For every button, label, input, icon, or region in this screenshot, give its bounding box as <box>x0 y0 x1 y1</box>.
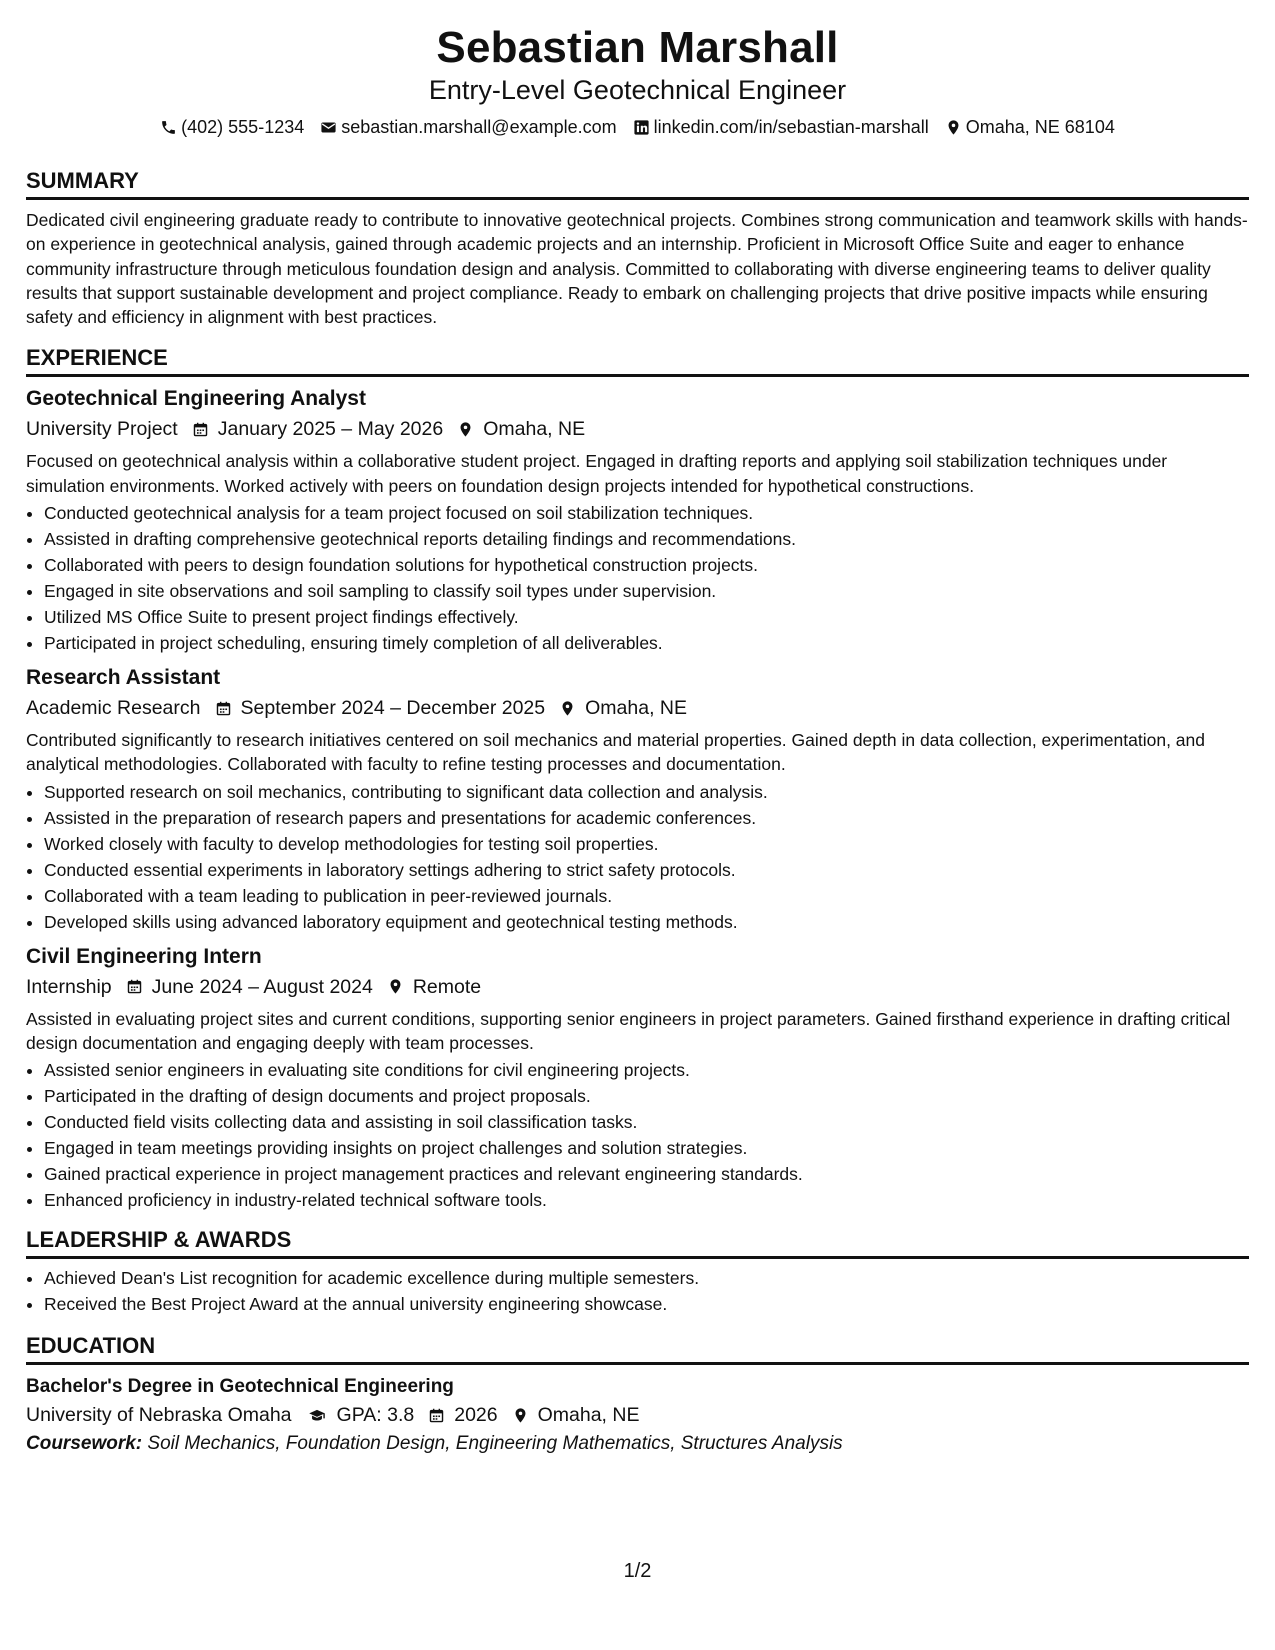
gpa-text: GPA: 3.8 <box>336 1404 415 1427</box>
bullet-item: • Worked closely with faculty to develop methodologies for testing soil properties. <box>44 831 1249 857</box>
contact-phone[interactable] <box>160 116 304 138</box>
degree-title: Bachelor's Degree in Geotechnical Engineering <box>26 1376 454 1398</box>
education-location: Omaha, NE <box>537 1404 640 1427</box>
bullet-item: • Conducted field visits collecting data and assisting in soil classification tasks. <box>44 1109 1249 1135</box>
bullet-item: • Enhanced proficiency in industry-related technical software tools. <box>44 1187 1249 1213</box>
bullet-item: • Participated in the drafting of design documents and project proposals. <box>44 1083 1249 1109</box>
linkedin-text: linkedin.com/in/sebastian-marshall <box>653 117 929 137</box>
awards-section <box>26 1227 1249 1317</box>
bullet-item: • Participated in project scheduling, ensuring timely completion of all deliverables. <box>44 630 1249 656</box>
phone-icon <box>160 119 177 136</box>
map-pin-icon <box>387 978 404 995</box>
school-name: University of Nebraska Omaha <box>26 1404 292 1427</box>
bullet-item: • Utilized MS Office Suite to present project findings effectively. <box>44 604 1249 630</box>
coursework <box>26 1431 1249 1457</box>
calendar-icon <box>428 1407 445 1424</box>
job-dates: September 2024 – December 2025 <box>240 697 546 720</box>
experience-section <box>26 345 1249 1213</box>
job-meta <box>26 415 1249 443</box>
graduation-year: 2026 <box>454 1404 498 1427</box>
summary-text: Dedicated civil engineering graduate ready to contribute to innovative geotechnical projects. Combines strong communication and teamwork skills with hands-on experience in geotechnical analysis, gained through academic projects and an internship. Proficient in Microsoft Office Suite and eager to enhance community infrastructure through meticulous foundation design and analysis. Committed to collaborating with diverse engineering teams to deliver quality results that support sustainable development and project compliance. Ready to embark on challenging projects that drive positive impacts while ensuring safety and efficiency in alignment with best practices. <box>26 210 1248 328</box>
bullet-item: • Conducted essential experiments in laboratory settings adhering to strict safety protocols. <box>44 857 1249 883</box>
job-entry <box>26 943 1249 1214</box>
job-entry <box>26 664 1249 935</box>
job-description: Focused on geotechnical analysis within a collaborative student project. Engaged in drafting reports and applying soil stabilization techniques under simulation environments. Worked actively with peers on foundation design projects intended for hypothetical constructions. <box>26 451 1168 496</box>
bullet-item: • Collaborated with a team leading to publication in peer-reviewed journals. <box>44 883 1249 909</box>
coursework-list: Soil Mechanics, Foundation Design, Engineering Mathematics, Structures Analysis <box>147 1433 843 1455</box>
map-pin-icon <box>457 421 474 438</box>
contact-bar <box>26 116 1249 138</box>
job-org: Internship <box>26 975 112 998</box>
candidate-name: Sebastian Marshall <box>436 23 839 72</box>
bullet-item: • Assisted in the preparation of research papers and presentations for academic conferences. <box>44 805 1249 831</box>
bullet-item: • Engaged in team meetings providing insights on project challenges and solution strategies. <box>44 1135 1249 1161</box>
section-heading-awards: LEADERSHIP & AWARDS <box>26 1227 1249 1259</box>
award-item: • Received the Best Project Award at the annual university engineering showcase. <box>44 1291 1249 1317</box>
job-dates: January 2025 – May 2026 <box>217 418 444 441</box>
job-bullets <box>26 1057 1249 1213</box>
bullet-item: • Assisted senior engineers in evaluating site conditions for civil engineering projects. <box>44 1057 1249 1083</box>
job-bullets <box>26 779 1249 935</box>
job-meta <box>26 694 1249 722</box>
bullet-item: • Developed skills using advanced laboratory equipment and geotechnical testing methods. <box>44 909 1249 935</box>
linkedin-icon <box>633 119 650 136</box>
candidate-title: Entry-Level Geotechnical Engineer <box>428 75 847 105</box>
job-title: Research Assistant <box>26 666 221 690</box>
job-location: Remote <box>412 975 482 998</box>
map-pin-icon <box>512 1407 529 1424</box>
job-meta <box>26 973 1249 1001</box>
job-dates: June 2024 – August 2024 <box>151 975 373 998</box>
award-item: • Achieved Dean's List recognition for academic excellence during multiple semesters. <box>44 1265 1249 1291</box>
page-number: 1/2 <box>623 1560 652 1582</box>
education-meta <box>26 1401 1249 1429</box>
phone-text: (402) 555-1234 <box>181 117 305 137</box>
bullet-item: • Supported research on soil mechanics, contributing to significant data collection and analysis. <box>44 779 1249 805</box>
bullet-item: • Engaged in site observations and soil sampling to classify soil types under supervision. <box>44 578 1249 604</box>
calendar-icon <box>192 421 209 438</box>
map-pin-icon <box>945 119 962 136</box>
contact-email[interactable] <box>320 116 616 138</box>
job-org: Academic Research <box>26 697 201 720</box>
job-org: University Project <box>26 418 178 441</box>
contact-location <box>945 116 1115 138</box>
section-heading-summary: SUMMARY <box>26 168 1249 200</box>
job-title: Civil Engineering Intern <box>26 944 262 968</box>
section-heading-education: EDUCATION <box>26 1333 1249 1365</box>
calendar-icon <box>126 978 143 995</box>
location-text: Omaha, NE 68104 <box>965 117 1115 137</box>
job-location: Omaha, NE <box>483 418 586 441</box>
job-entry <box>26 385 1249 656</box>
job-bullets <box>26 500 1249 656</box>
awards-list <box>26 1265 1249 1317</box>
calendar-icon <box>215 700 232 717</box>
email-text: sebastian.marshall@example.com <box>341 117 617 137</box>
education-section <box>26 1333 1249 1457</box>
job-location: Omaha, NE <box>585 697 687 720</box>
bullet-item: • Conducted geotechnical analysis for a team project focused on soil stabilization techniques. <box>44 500 1249 526</box>
bullet-item: • Assisted in drafting comprehensive geotechnical reports detailing findings and recommendations. <box>44 526 1249 552</box>
graduation-cap-icon <box>306 1407 328 1424</box>
job-title: Geotechnical Engineering Analyst <box>26 387 366 411</box>
job-description: Assisted in evaluating project sites and current conditions, supporting senior engineers in project parameters. Gained firsthand experience in drafting critical design documentation and engaging deeply with team processes. <box>26 1008 1231 1053</box>
bullet-item: • Gained practical experience in project management practices and relevant engineering standards. <box>44 1161 1249 1187</box>
summary-section <box>26 168 1249 329</box>
coursework-label: Coursework: <box>26 1433 143 1455</box>
map-pin-icon <box>559 700 576 717</box>
section-heading-experience: EXPERIENCE <box>26 345 1249 377</box>
contact-linkedin[interactable] <box>633 116 929 138</box>
job-description: Contributed significantly to research initiatives centered on soil mechanics and material properties. Gained depth in data collection, experimentation, and analytical methodologies. Collaborated with faculty to refine testing processes and documentation. <box>26 730 1205 775</box>
envelope-icon <box>320 119 337 136</box>
bullet-item: • Collaborated with peers to design foundation solutions for hypothetical construction projects. <box>44 552 1249 578</box>
resume-page <box>26 0 1249 1457</box>
